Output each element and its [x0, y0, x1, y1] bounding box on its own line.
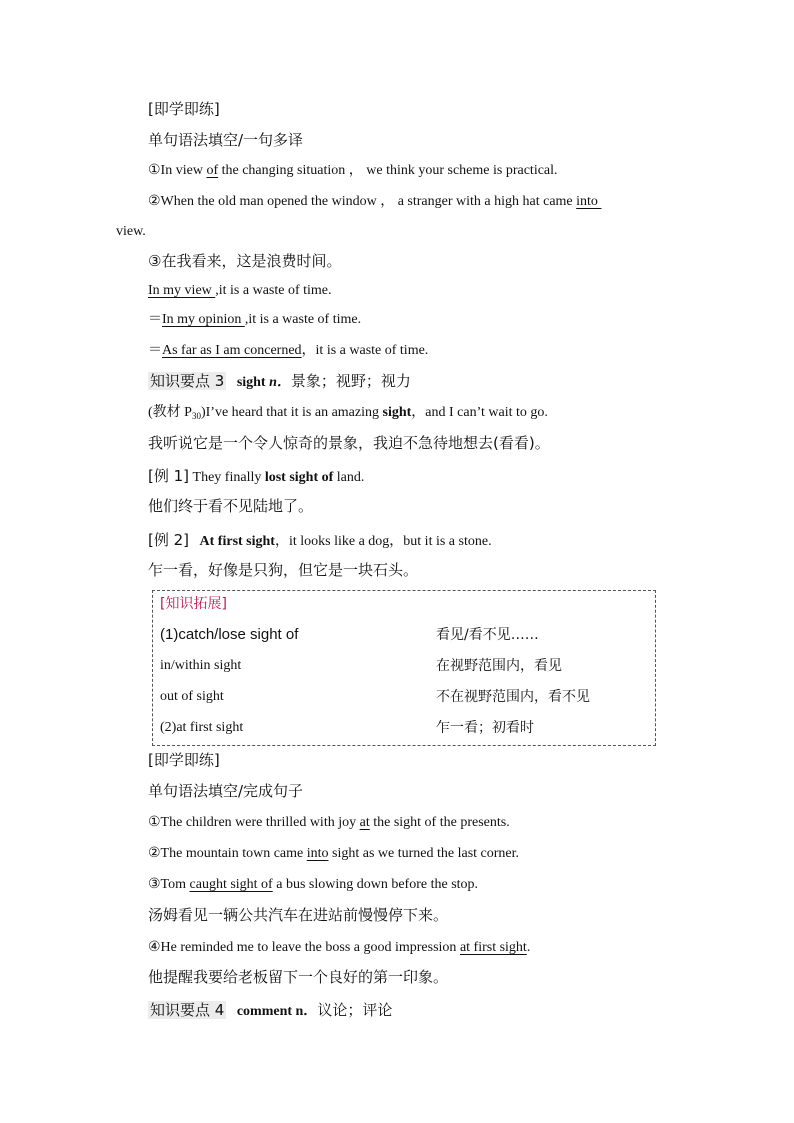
answer-blank: into [306, 846, 329, 861]
task-title: 单句语法填空/一句多译 [148, 131, 304, 149]
knowledge-expansion-box [152, 590, 656, 746]
expansion-row: out of sight [160, 689, 224, 704]
example-2-translation: 乍一看，好像是只狗，但它是一块石头。 [148, 561, 419, 579]
question-4-translation: 他提醒我要给老板留下一个良好的第一印象。 [148, 968, 449, 986]
question-1: ①The children were thrilled with joy at the sight of the presents. [148, 815, 510, 830]
exercise-2-continued: view. [116, 224, 146, 239]
textbook-sentence: (教材 $P_{30})I’ve$ heard that it is an amazing sight，and I can’t wait to go. [148, 405, 548, 421]
answer-blank: As far as I am concerned [162, 343, 302, 358]
task-title-2: 单句语法填空/完成句子 [148, 782, 304, 800]
practice-header: [即学即练] [148, 100, 220, 118]
answer-blank: at [359, 815, 370, 830]
expansion-row: (2)at first sight [160, 720, 244, 735]
translation-2: ＝In my opinion ,it is a waste of time. [148, 312, 362, 327]
question-4: ④He reminded me to leave the boss a good impression at first sight. [148, 940, 531, 955]
point-label: 知识要点 4 [150, 1001, 225, 1019]
answer-blank: In my opinion [162, 312, 245, 327]
example-1: [例 1] They finally lost sight of land. [148, 467, 365, 485]
example-1-translation: 他们终于看不见陆地了。 [148, 497, 314, 515]
translation-3: ＝As far as I am concerned，it is a waste of time. [148, 343, 429, 358]
knowledge-point-4: 知识要点 4 comment n．议论；评论 [150, 1001, 393, 1019]
answer-blank: at first sight [459, 940, 527, 955]
exercise-2: ②When the old man opened the window ， a stranger with a high hat came into [148, 194, 598, 209]
expansion-row: (1)catch/lose sight of [160, 626, 299, 643]
knowledge-point-3: 知识要点 3 sight n．景象；视野；视力 [150, 372, 411, 390]
expansion-meaning: 在视野范围内，看见 [436, 658, 562, 674]
headword: sight [236, 375, 266, 390]
exercise-3-prompt: ③在我看来，这是浪费时间。 [148, 252, 342, 270]
exercise-1: ①In view of the changing situation ， we think your scheme is practical. [148, 163, 558, 178]
answer-blank: of [206, 163, 219, 178]
expansion-meaning: 乍一看；初看时 [436, 720, 534, 736]
example-2: [例 2] At first sight，it looks like a dog，but it is a stone. [148, 531, 492, 549]
textbook-translation: 我听说它是一个令人惊奇的景象，我迫不急待地想去(看看)。 [148, 434, 550, 452]
answer-blank: into [576, 194, 598, 209]
practice-header-2: [即学即练] [148, 751, 220, 769]
headword: comment [236, 1004, 293, 1019]
translation-1: In my view ,it is a waste of time. [148, 283, 332, 298]
expansion-meaning: 看见/看不见…… [436, 627, 539, 643]
question-3-translation: 汤姆看见一辆公共汽车在进站前慢慢停下来。 [148, 906, 449, 924]
question-2: ②The mountain town came into sight as we turned the last corner. [148, 846, 520, 861]
expansion-title: [知识拓展] [160, 596, 227, 612]
question-3: ③Tom caught sight of a bus slowing down before the stop. [148, 877, 479, 892]
answer-blank: In my view [148, 283, 216, 298]
expansion-meaning: 不在视野范围内，看不见 [436, 689, 590, 705]
point-label: 知识要点 3 [150, 372, 225, 390]
answer-blank: caught sight of [189, 877, 273, 892]
expansion-row: in/within sight [160, 658, 242, 673]
